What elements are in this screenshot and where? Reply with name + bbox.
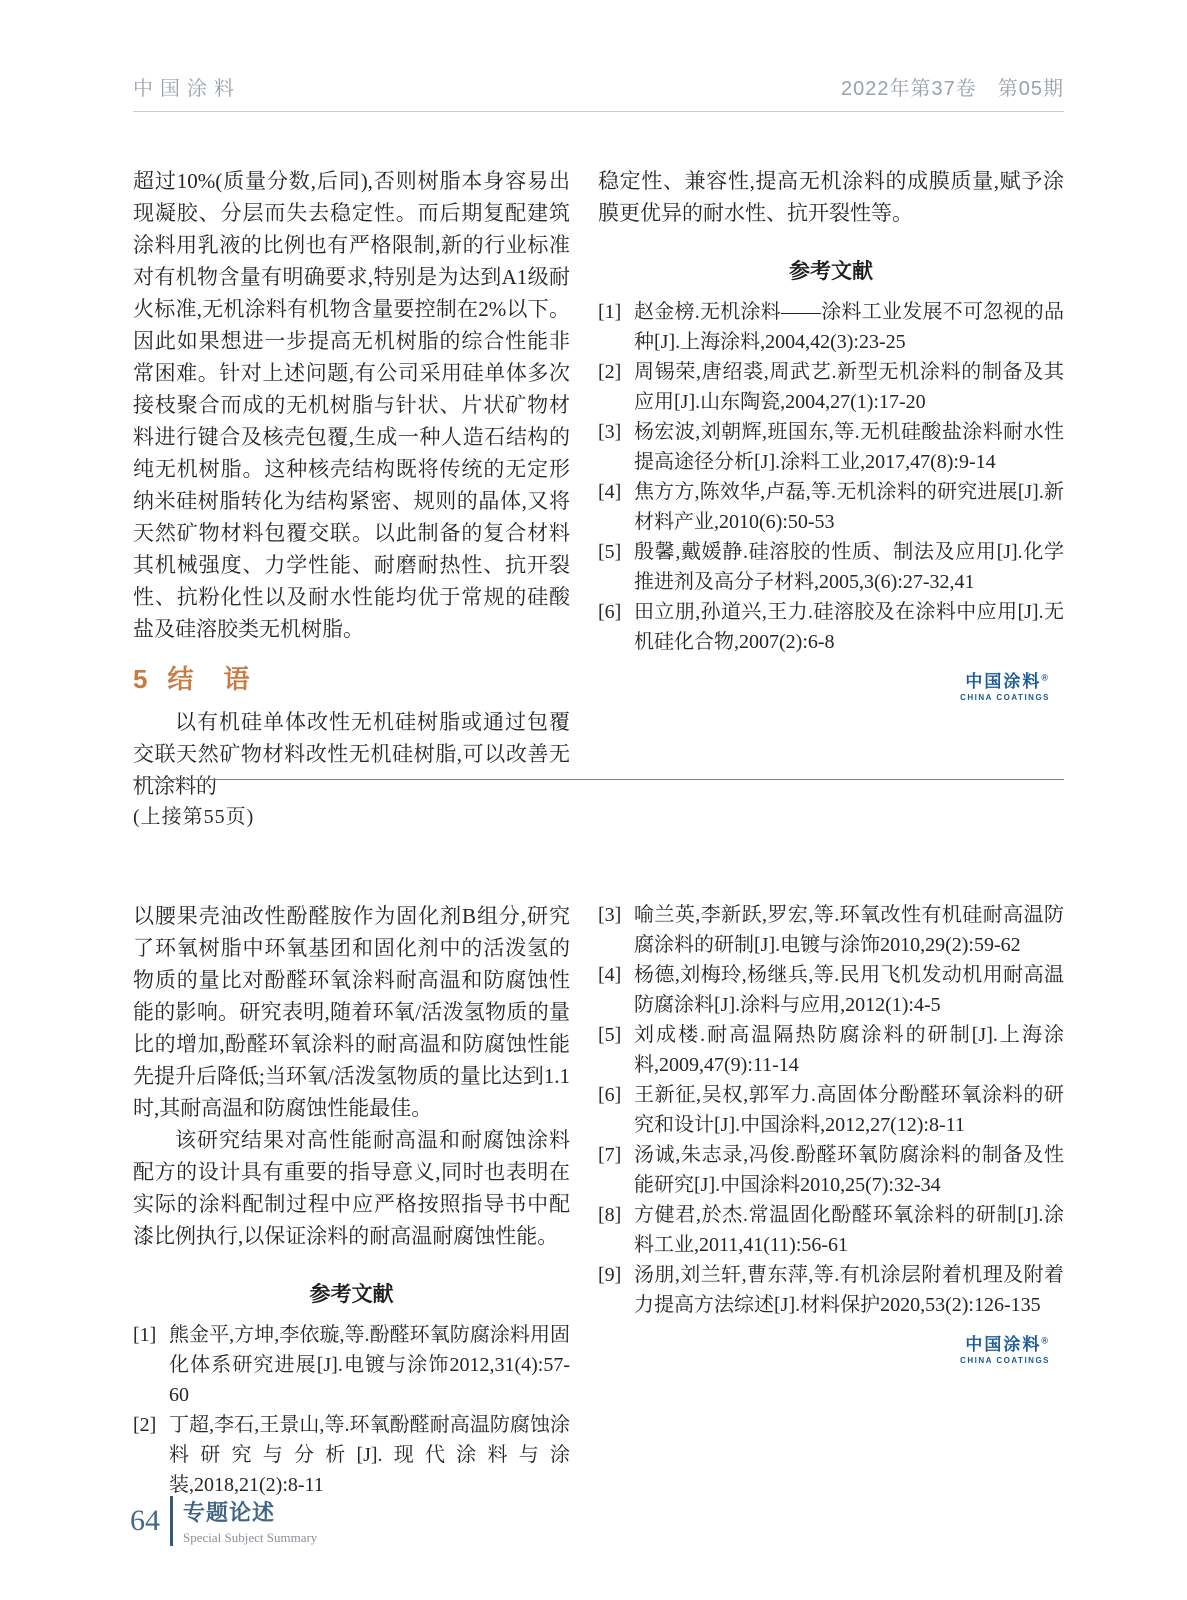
section-number: 5 <box>133 664 150 694</box>
reference-text: 周锡荣,唐绍裘,周武艺.新型无机涂料的制备及其应用[J].山东陶瓷,2004,27(1):17-20 <box>634 361 1064 413</box>
body-paragraph: 超过10%(质量分数,后同),否则树脂本身容易出现凝胶、分层而失去稳定性。而后期复配建筑涂料用乳液的比例也有严格限制,新的行业标准对有机物含量有明确要求,特别是为达到A1级耐火标准,无机涂料有机物含量要控制在2%以下。因此如果想进一步提高无机树脂的综合性能非常困难。针对上述问题,有公司采用硅单体多次接枝聚合而成的无机树脂与针状、片状矿物材料进行键合及核壳包覆,生成一种人造石结构的纯无机树脂。这种核壳结构既将传统的无定形纳米硅树脂转化为结构紧密、规则的晶体,又将天然矿物材料包覆交联。以此制备的复合材料其机械强度、力学性能、耐磨耐热性、抗开裂性、抗粉化性以及耐水性能均优于常规的硅酸盐及硅溶胶类无机树脂。 <box>133 169 570 641</box>
page-header <box>133 72 1064 112</box>
registered-mark-icon: ® <box>1041 1335 1050 1346</box>
reference-item <box>598 357 1064 417</box>
reference-number: [3] <box>598 421 622 443</box>
page-footer <box>130 1496 317 1546</box>
reference-item <box>598 1140 1064 1200</box>
reference-item <box>133 1320 570 1410</box>
body-paragraph: 以腰果壳油改性酚醛胺作为固化剂B组分,研究了环氧树脂中环氧基团和固化剂中的活泼氢的物质的量比对酚醛环氧涂料耐高温和防腐蚀性能的影响。研究表明,随着环氧/活泼氢物质的量比的增加,酚醛环氧涂料的耐高温和防腐蚀性能先提升后降低;当环氧/活泼氢物质的量比达到1.1时,其耐高温和防腐蚀性能最佳。 <box>133 904 570 1120</box>
reference-number: [2] <box>598 361 622 383</box>
reference-item <box>598 1080 1064 1140</box>
reference-text: 王新征,吴权,郭军力.高固体分酚醛环氧涂料的研究和设计[J].中国涂料,2012,27(12):8-11 <box>634 1084 1064 1136</box>
reference-number: [2] <box>133 1414 157 1436</box>
continuation-note: (上接第55页) <box>133 806 255 828</box>
reference-item <box>598 1020 1064 1080</box>
reference-text: 汤诚,朱志录,冯俊.酚醛环氧防腐涂料的制备及性能研究[J].中国涂料2010,25(7):32-34 <box>634 1144 1064 1196</box>
registered-mark-icon: ® <box>1041 672 1050 683</box>
reference-item <box>598 477 1064 537</box>
article-continued-right-column <box>598 900 1064 1500</box>
issue-info: 2022年第37卷 第05期 <box>841 78 1064 100</box>
reference-text: 焦方方,陈效华,卢磊,等.无机涂料的研究进展[J].新材料产业,2010(6):50-53 <box>634 481 1064 533</box>
journal-brand: 中国涂料 <box>133 78 241 100</box>
reference-item <box>133 1410 570 1500</box>
reference-number: [9] <box>598 1264 622 1286</box>
reference-number: [5] <box>598 1024 622 1046</box>
reference-item <box>598 297 1064 357</box>
reference-item <box>598 1260 1064 1320</box>
body-paragraph: 以有机硅单体改性无机硅树脂或通过包覆交联天然矿物材料改性无机硅树脂,可以改善无机涂料的 <box>133 710 570 798</box>
article-top-left-column <box>133 165 570 802</box>
page-divider <box>133 779 1064 780</box>
body-paragraph: 该研究结果对高性能耐高温和耐腐蚀涂料配方的设计具有重要的指导意义,同时也表明在实际的涂料配制过程中应严格按照指导书中配漆比例执行,以保证涂料的耐高温耐腐蚀性能。 <box>133 1128 570 1248</box>
reference-item <box>598 597 1064 657</box>
reference-item <box>598 537 1064 597</box>
reference-item <box>598 417 1064 477</box>
references-heading: 参考文献 <box>309 1282 394 1306</box>
logo-subtitle: CHINA COATINGS <box>960 692 1050 702</box>
footer-divider-bar <box>170 1496 173 1546</box>
article-continued <box>133 900 1064 1500</box>
reference-number: [8] <box>598 1204 622 1226</box>
china-coatings-logo <box>598 673 1050 702</box>
article-top-right-column <box>598 165 1064 802</box>
footer-section-title: 专题论述 <box>183 1500 276 1525</box>
reference-item <box>598 960 1064 1020</box>
reference-text: 喻兰英,李新跃,罗宏,等.环氧改性有机硅耐高温防腐涂料的研制[J].电镀与涂饰2010,29(2):59-62 <box>634 904 1064 956</box>
reference-text: 熊金平,方坤,李依璇,等.酚醛环氧防腐涂料用固化体系研究进展[J].电镀与涂饰2012,31(4):57-60 <box>169 1324 570 1406</box>
reference-text: 丁超,李石,王景山,等.环氧酚醛耐高温防腐蚀涂料研究与分析[J].现代涂料与涂装,2018,21(2):8-11 <box>169 1414 570 1496</box>
reference-text: 赵金榜.无机涂料——涂料工业发展不可忽视的品种[J].上海涂料,2004,42(3):23-25 <box>634 301 1064 353</box>
reference-text: 殷馨,戴媛静.硅溶胶的性质、制法及应用[J].化学推进剂及高分子材料,2005,3(6):27-32,41 <box>634 541 1064 593</box>
reference-item <box>598 1200 1064 1260</box>
reference-text: 汤朋,刘兰轩,曹东萍,等.有机涂层附着机理及附着力提高方法综述[J].材料保护2020,53(2):126-135 <box>634 1264 1064 1316</box>
section-title: 结 语 <box>167 664 252 694</box>
reference-text: 方健君,於杰.常温固化酚醛环氧涂料的研制[J].涂料工业,2011,41(11):56-61 <box>634 1204 1064 1256</box>
china-coatings-logo <box>598 1336 1050 1365</box>
reference-number: [6] <box>598 1084 622 1106</box>
page-number: 64 <box>130 1504 160 1537</box>
reference-number: [4] <box>598 481 622 503</box>
reference-number: [1] <box>133 1324 157 1346</box>
reference-text: 刘成楼.耐高温隔热防腐涂料的研制[J].上海涂料,2009,47(9):11-14 <box>634 1024 1064 1076</box>
reference-text: 田立朋,孙道兴,王力.硅溶胶及在涂料中应用[J].无机硅化合物,2007(2):6-8 <box>634 601 1064 653</box>
reference-number: [5] <box>598 541 622 563</box>
logo-title: 中国涂料® <box>965 672 1050 691</box>
footer-section-subtitle: Special Subject Summary <box>183 1530 318 1545</box>
reference-number: [4] <box>598 964 622 986</box>
reference-number: [3] <box>598 904 622 926</box>
references-heading: 参考文献 <box>789 259 873 283</box>
logo-subtitle: CHINA COATINGS <box>960 1355 1050 1365</box>
logo-title: 中国涂料® <box>965 1335 1050 1354</box>
reference-number: [1] <box>598 301 622 323</box>
reference-text: 杨德,刘梅玲,杨继兵,等.民用飞机发动机用耐高温防腐涂料[J].涂料与应用,2012(1):4-5 <box>634 964 1064 1016</box>
reference-item <box>598 900 1064 960</box>
reference-text: 杨宏波,刘朝辉,班国东,等.无机硅酸盐涂料耐水性提高途径分析[J].涂料工业,2017,47(8):9-14 <box>634 421 1064 473</box>
footer-section <box>183 1496 317 1546</box>
article-top <box>133 165 1064 802</box>
section-heading <box>133 659 570 696</box>
body-paragraph: 稳定性、兼容性,提高无机涂料的成膜质量,赋予涂膜更优异的耐水性、抗开裂性等。 <box>598 169 1064 225</box>
article-continued-left-column <box>133 900 570 1500</box>
reference-number: [6] <box>598 601 622 623</box>
reference-number: [7] <box>598 1144 622 1166</box>
